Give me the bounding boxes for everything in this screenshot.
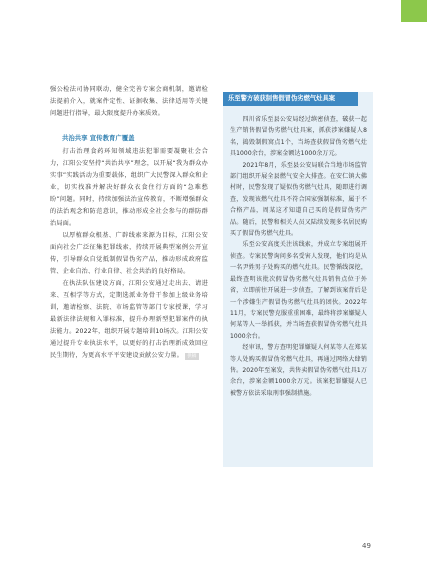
case-paragraph-4: 经审讯，警方查明犯罪嫌疑人何某等人在郑某等人处购买假冒伪劣燃气灶具，再通过网络大肆销售。2020年至案发，共售卖假冒伪劣燃气灶具1万余台，涉案金额1000余万元。该案犯罪嫌疑人已被警方依法采取刑事强制措施。 <box>230 344 367 397</box>
case-sidebar-box <box>223 92 373 467</box>
case-box-body <box>230 114 367 399</box>
intro-paragraph: 强公检法司协同联动，健全完善专案会商机制，邀请检法提前介入，就案件定性、证据收集、法律适用等关键问题进行指导，最大限度提升办案质效。 <box>50 86 208 117</box>
section-heading: 共治共享 宣传教育广覆盖 <box>62 134 135 142</box>
body-paragraph-3 <box>50 278 208 362</box>
source-tag: 供稿 <box>187 354 197 359</box>
case-paragraph-3: 乐至公安高度关注该线索，并成立专案组展开侦查。专案民警询问多名受害人发现，他们均是从一名尹姓男子处购买的燃气灶具。民警循线深挖，最终查明该批次假冒伪劣燃气灶具销售点位于外省，立即前往开展进一步侦查，了解到该案背后是一个涉嫌生产假冒伪劣燃气灶具的团伙。2022年11月，专案民警克服重重困难，最终将涉案嫌疑人何某等人一举抓获，并当场查获假冒伪劣燃气灶具1000余台。 <box>230 241 367 340</box>
case-box-title: 乐至警方破获制售假冒伪劣燃气灶具案 <box>223 92 358 106</box>
body-paragraph-1: 打击治理食药环知领域违法犯罪需要凝聚社会合力，江阳公安坚持“共治共享”理念，以开展“我为群众办实事”实践活动为重要载体，组织广大民警深入群众和企业，切实找准并解决好群众衣食住行方面的“急难愁盼”问题。同时，持续加强法治宣传教育，不断增强群众的法治观念和防范意识，推动形成全社会参与的群防群治局面。 <box>50 148 208 227</box>
body-paragraph-3-text: 在执法队伍建设方面，江阳公安通过走出去、请进来、互相学等方式，定期选派业务骨干参加上级业务培训，邀请检察、法院、市场监管等部门专家授课，学习最新法律法规和入罪标准，提升办理新型犯罪案件的执法能力。2022年，组织开展专题培训10场次。江阳公安通过提升专业执法水平，以更好的打击治理新成效回应民生期待，为更高水平平安建设贡献公安力量。 <box>50 280 208 359</box>
case-paragraph-2: 2021年8月，乐至县公安局联合当地市场监管部门组织开展全县燃气安全大排查。在安仁镇大佛村时，民警发现了疑似伪劣燃气灶具，随即进行调查，发现该燃气灶具不符合国家强制标准，属于不合格产品，周某这才知道自己买的是假冒伪劣产品。随后，民警和相关人员又陆续发现多名居民购买了假冒伪劣燃气灶具。 <box>230 161 367 238</box>
body-paragraph-2: 以厚植群众根基、广辟线索来源为目标，江阳公安面向社会广泛征集犯罪线索，持续开展典型案例公开宣传，引导群众自觉抵制假冒伪劣产品，推动形成政府监管、企业自治、行业自律、社会共治的良好格局。 <box>50 232 208 275</box>
left-column <box>50 84 208 362</box>
case-paragraph-1: 四川省乐至县公安局经过缜密侦查，破获一起生产销售假冒伪劣燃气灶具案，抓获涉案嫌疑人8名，捣毁制假窝点1个，当场查获假冒伪劣燃气灶具1000余台，涉案金额达1000余万元。 <box>230 116 367 158</box>
corner-tab-decoration <box>401 0 427 22</box>
page-number: 49 <box>362 542 371 550</box>
